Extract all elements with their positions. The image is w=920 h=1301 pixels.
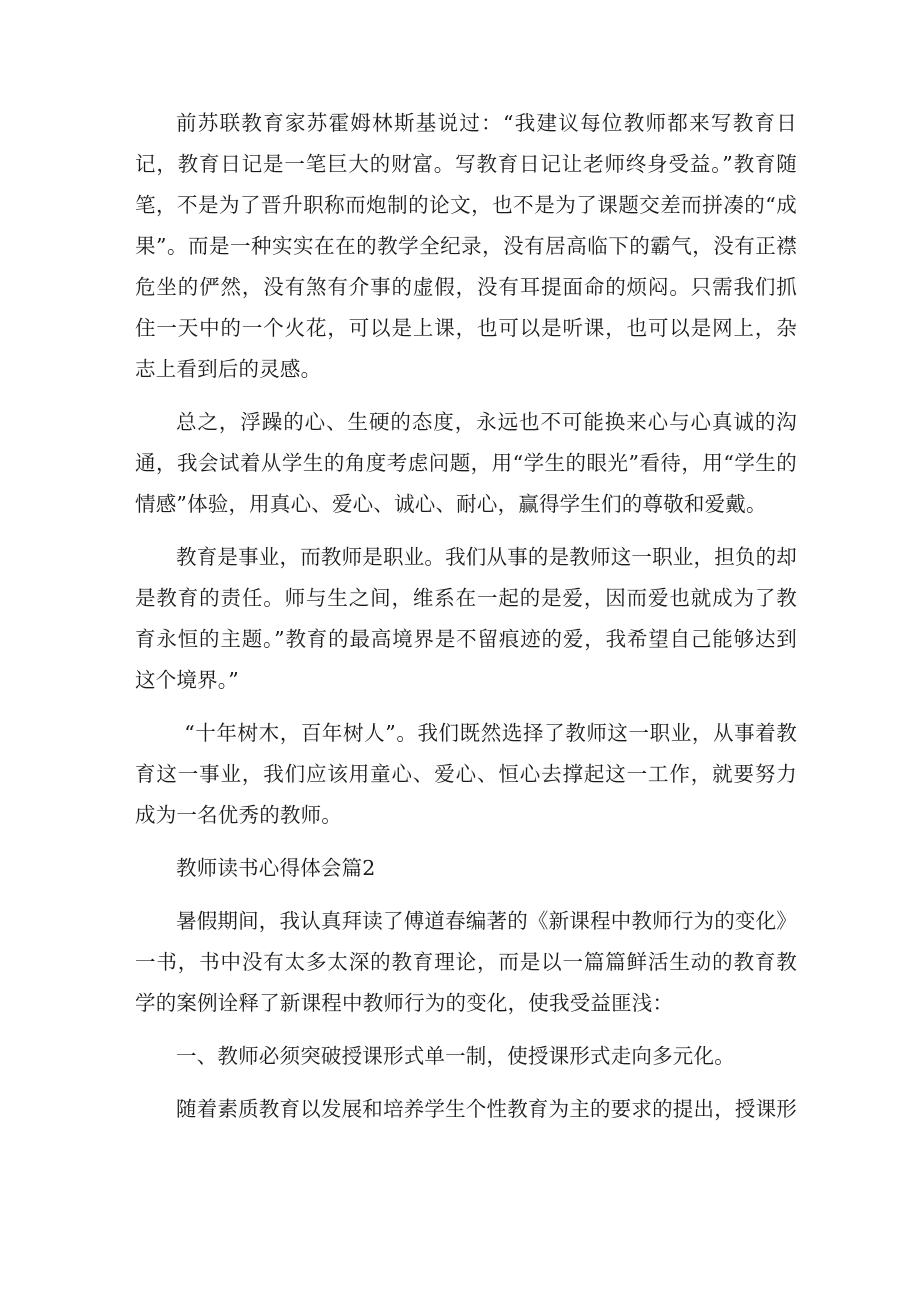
- paragraph-1: 前苏联教育家苏霍姆林斯基说过：“我建议每位教师都来写教育日记，教育日记是一笔巨大的财富。写教育日记让老师终身受益。”教育随笔，不是为了晋升职称而炮制的论文，也不是为了课题交差而拼凑的“成果”。而是一种实实在在的教学全纪录，没有居高临下的霸气，没有正襟危坐的俨然，没有煞有介事的虚假，没有耳提面命的烦闷。只需我们抓住一天中的一个火花，可以是上课，也可以是听课，也可以是网上，杂志上看到后的灵感。: [135, 111, 797, 381]
- section-heading: 教师读书心得体会篇2: [176, 856, 376, 880]
- paragraph-5: 暑假期间，我认真拜读了傅道春编著的《新课程中教师行为的变化》一书，书中没有太多太深的教育理论，而是以一篇篇鲜活生动的教育教学的案例诠释了新课程中教师行为的变化，使我受益匪浅：: [135, 909, 797, 1015]
- paragraph-7: 随着素质教育以发展和培养学生个性教育为主的要求的提出，授课形: [176, 1097, 797, 1121]
- paragraph-6: 一、教师必须突破授课形式单一制，使授课形式走向多元化。: [176, 1044, 735, 1068]
- paragraph-4: “十年树木，百年树人”。我们既然选择了教师这一职业，从事着教育这一事业，我们应该用童心、爱心、恒心去撑起这一工作，就要努力成为一名优秀的教师。: [135, 721, 797, 827]
- paragraph-2: 总之，浮躁的心、生硬的态度，永远也不可能换来心与心真诚的沟通，我会试着从学生的角度考虑问题，用“学生的眼光”看待，用“学生的情感”体验，用真心、爱心、诚心、耐心，赢得学生们的尊敬和爱戴。: [135, 410, 797, 516]
- document-body: [135, 103, 797, 1142]
- paragraph-3: 教育是事业，而教师是职业。我们从事的是教师这一职业，担负的却是教育的责任。师与生之间，维系在一起的是爱，因而爱也就成为了教育永恒的主题。”教育的最高境界是不留痕迹的爱，我希望自己能够达到这个境界。”: [135, 545, 797, 692]
